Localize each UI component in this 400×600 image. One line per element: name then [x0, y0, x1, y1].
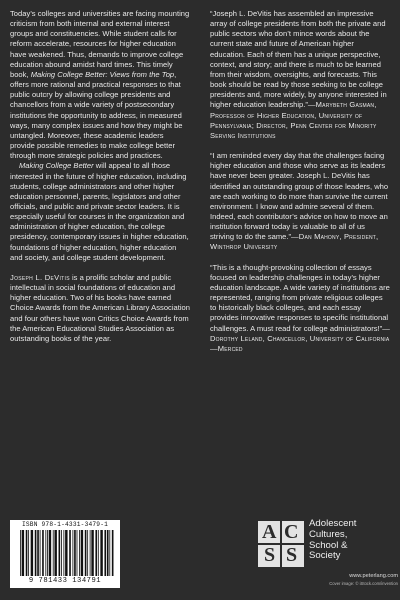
- barcode-bar: [26, 530, 28, 576]
- barcode-bar: [45, 530, 46, 576]
- description-text: will appeal to all those interested in the future of higher education, including students, college administrators and other higher education personnel, parents, legislators and other officials, and public and private sector leaders. It is especially useful for courses in the organization and administration of higher education, the college presidency, contemporary issues in higher education, foundations of higher education, higher education and society, and college student development.: [10, 161, 189, 262]
- barcode-bar: [109, 530, 110, 576]
- description-text: Today’s colleges and universities are facing mounting criticism from both internal and external interest groups and constituencies. While student calls for reform accelerate, resources for higher education have weakened. Thus, demands to improve college education abound amidst hard times. This timely book,: [10, 9, 190, 79]
- barcode-bar: [72, 530, 73, 576]
- barcode-bar: [61, 530, 62, 576]
- barcode-bar: [59, 530, 61, 576]
- barcode-bar: [98, 530, 99, 576]
- barcode-bar: [31, 530, 33, 576]
- endorsement-attribution: —Dorothy Leland, Chancellor, University of California—Merced: [210, 323, 390, 353]
- endorsement-attribution: —Marybeth Gasman, Professor of Higher Education, University of Pennsylvania; Director, Penn Center for Minority Serving Institutions: [210, 100, 377, 140]
- logo-letter: S: [286, 544, 298, 566]
- barcode-bar: [87, 530, 88, 576]
- barcode-bars: [19, 530, 115, 578]
- series-title-line: Adolescent: [309, 518, 357, 529]
- barcode-bar: [47, 530, 48, 576]
- barcode-bar: [69, 530, 71, 576]
- isbn-barcode: [10, 520, 120, 588]
- barcode-bar: [65, 530, 67, 576]
- author-bio: [10, 273, 190, 344]
- description-paragraph-2: [10, 161, 190, 263]
- book-title: Making College Better: [19, 161, 94, 171]
- endorsement-attribution: —Dan Mahony, President, Winthrop University: [210, 232, 379, 252]
- barcode-bar: [79, 530, 80, 576]
- series-title-line: School &: [309, 539, 348, 551]
- description-paragraph-1: [10, 9, 190, 161]
- series-logo: [258, 521, 304, 567]
- endorsement: [210, 263, 390, 354]
- barcode-bar: [53, 530, 54, 576]
- author-bio-text: is a prolific scholar and public intellectual in social foundations of education and higher education. Two of his books have earned Choice Awards from the American Library Association and four others have won Critics Choice Awards from the American Educational Studies Association as outstanding books of the year.: [10, 272, 190, 343]
- barcode-bar: [100, 530, 102, 576]
- barcode-bar: [81, 530, 83, 576]
- endorsements-column: [210, 9, 390, 364]
- barcode-bar: [37, 530, 39, 576]
- author-name: Joseph L. DeVitis: [10, 272, 70, 282]
- logo-letter: C: [284, 521, 299, 543]
- barcode-bar: [90, 530, 91, 576]
- description-text: , offers more rational and practical responses to that public outcry by allowing college presidents and chancellors from a wide variety of postsecondary institutions the opportunity to address, in measured ways, many complex issues and how they might be untangled. Moreover, these academic leaders provide possible remedies to make college better through more strategic policies and practices.: [10, 69, 183, 161]
- book-title: Making College Better: Views from the Top: [30, 69, 175, 79]
- cover-image-credit: Cover image: © iStock.com/invention: [329, 581, 398, 586]
- barcode-bar: [85, 530, 87, 576]
- barcode-bar: [95, 530, 97, 576]
- logo-letter: A: [262, 521, 277, 543]
- barcode-bar: [40, 530, 41, 576]
- endorsement-text: “I am reminded every day that the challenges facing higher education and those who serve as its leaders have never been greater. Joseph L. DeVitis has identified an outstanding group of those leaders, who are each working to do more than survive the current environment. I know and admire several of them. Indeed, each contributor’s advice on how to move an institution forward today is valuable to all of us striving to do the same.”: [210, 151, 389, 242]
- endorsement-text: “Joseph L. DeVitis has assembled an impressive array of college presidents from both the private and public sectors who don’t mince words about the current state and future of American higher education. Each of them has a unique perspective, context, and story; and there is much to be learned from their wisdom, oversights, and forecasts. This book should be read by those seeking to be college presidents and, more widely, by anyone interested in higher education leadership.”: [210, 9, 387, 110]
- series-title-line: Society: [309, 550, 341, 562]
- publisher-website: www.peterlang.com: [349, 573, 398, 579]
- logo-letter: S: [264, 544, 276, 566]
- barcode-digits: 9 781433 134791: [28, 577, 102, 585]
- isbn-label: ISBN 978-1-4331-3479-1: [21, 521, 109, 528]
- barcode-bar: [22, 530, 24, 576]
- barcode-bar: [91, 530, 93, 576]
- endorsement-text: “This is a thought-provoking collection of essays focused on leadership challenges in today’s higher education landscape. A wide variety of institutions are represented, ranging from private religious colleges to historically black colleges, and each essay provides innovative responses to specific institutional challenges. A must read for college administrators!”: [210, 262, 390, 333]
- logo-divider: [280, 521, 282, 567]
- barcode-bar: [20, 530, 21, 576]
- series-title-line: Cultures,: [309, 528, 348, 540]
- barcode-bar: [42, 530, 44, 576]
- barcode-bar: [107, 530, 109, 576]
- barcode-bar: [28, 530, 29, 576]
- barcode-bar: [63, 530, 64, 576]
- series-title: [309, 519, 399, 562]
- barcode-bar: [49, 530, 51, 576]
- description-column: [10, 9, 190, 344]
- barcode-bar: [112, 530, 114, 576]
- endorsement: [210, 9, 390, 141]
- barcode-bar: [74, 530, 76, 576]
- endorsement: [210, 151, 390, 253]
- barcode-bar: [35, 530, 37, 576]
- barcode-bar: [104, 530, 106, 576]
- barcode-bar: [77, 530, 78, 576]
- barcode-bar: [54, 530, 56, 576]
